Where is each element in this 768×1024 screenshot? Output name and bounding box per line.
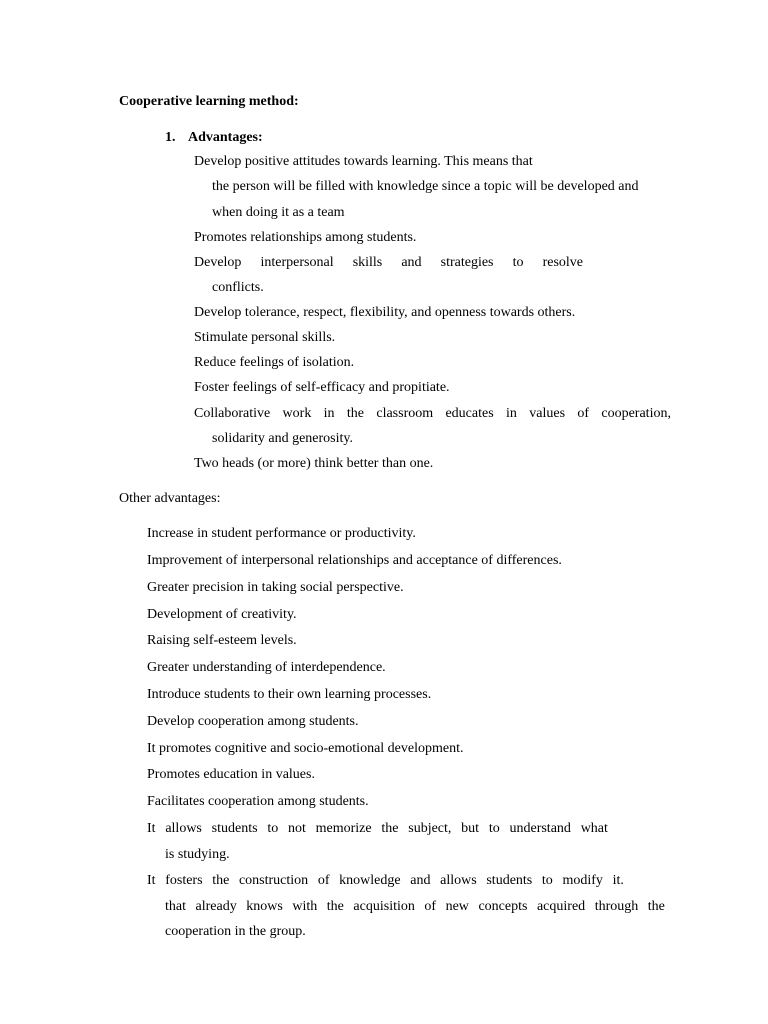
justified-word: but: [461, 821, 480, 836]
document-title: Cooperative learning method:: [119, 94, 299, 109]
section-heading: Advantages:: [188, 130, 263, 145]
justified-word: knowledge: [339, 873, 401, 888]
list-item: [143, 633, 297, 649]
justified-word: and: [410, 873, 431, 888]
justified-word: students: [486, 873, 533, 888]
list-item-text: Introduce students to their own learning processes.: [147, 687, 432, 702]
list-item: [143, 741, 463, 757]
list-item-text: Development of creativity.: [147, 607, 297, 622]
list-item-text: Greater precision in taking social perspective.: [147, 580, 404, 595]
justified-word: educates: [445, 406, 494, 421]
justified-word: construction: [238, 873, 309, 888]
list-item: [190, 355, 354, 371]
list-item: [143, 660, 386, 676]
justified-word: strategies: [440, 255, 494, 270]
justified-word: cooperation,: [601, 406, 671, 421]
justified-word: the: [212, 873, 230, 888]
justified-word: of: [424, 899, 437, 914]
list-item: [190, 230, 416, 246]
justified-word: the: [346, 406, 365, 421]
list-item-text: Reduce feelings of isolation.: [194, 355, 355, 370]
list-item-text: Greater understanding of interdependence.: [147, 660, 386, 675]
justified-word: interpersonal: [260, 255, 334, 270]
justified-word: what: [580, 821, 608, 836]
section-number: 1.: [165, 130, 176, 145]
justified-word: allows: [440, 873, 477, 888]
list-item-text: Two heads (or more) think better than one.: [194, 456, 434, 471]
justified-word: Develop: [194, 255, 242, 270]
other-advantages-heading: Other advantages:: [119, 491, 221, 506]
list-item: [143, 873, 624, 889]
justified-word: knows: [246, 899, 283, 914]
list-item-continuation: solidarity and generosity.: [212, 431, 354, 446]
justified-word: allows: [165, 821, 202, 836]
justified-word: through: [594, 899, 639, 914]
justified-word: to: [512, 255, 524, 270]
list-item: [143, 794, 369, 810]
justified-word: in: [323, 406, 335, 421]
justified-word: It: [147, 873, 156, 888]
justified-word: and: [401, 255, 422, 270]
list-item-text: Promotes relationships among students.: [194, 230, 417, 245]
justified-word: that: [165, 899, 186, 914]
list-item: [143, 821, 608, 837]
list-item-text: Stimulate personal skills.: [194, 330, 336, 345]
list-item: [190, 305, 575, 321]
list-item-continuation: cooperation in the group.: [165, 924, 306, 939]
list-item-text: It promotes cognitive and socio-emotional development.: [147, 741, 464, 756]
list-item: [143, 526, 416, 542]
list-item: [190, 330, 335, 346]
justified-word: work: [282, 406, 312, 421]
list-item: [143, 767, 315, 783]
justified-word: acquisition: [353, 899, 415, 914]
list-item: [143, 714, 359, 730]
list-item-continuation: the person will be filled with knowledge since a topic will be developed and: [212, 179, 639, 194]
list-item: [190, 380, 450, 396]
justified-word: understand: [509, 821, 571, 836]
justified-word: to: [267, 821, 279, 836]
list-item: [190, 154, 533, 170]
justified-word: modify: [562, 873, 603, 888]
justified-word: with: [292, 899, 318, 914]
justified-word: the: [326, 899, 344, 914]
justified-word: subject,: [408, 821, 452, 836]
justified-word: classroom: [376, 406, 434, 421]
justified-word: of: [317, 873, 330, 888]
justified-word: concepts: [478, 899, 528, 914]
list-item-text: Develop positive attitudes towards learning. This means that: [194, 154, 533, 169]
list-item: [190, 255, 583, 271]
justified-word: to: [488, 821, 500, 836]
justified-word: acquired: [536, 899, 586, 914]
justified-word: the: [381, 821, 399, 836]
list-item-text: Promotes education in values.: [147, 767, 315, 782]
justified-word: it.: [612, 873, 624, 888]
list-item-text: Facilitates cooperation among students.: [147, 794, 369, 809]
list-item-continuation: when doing it as a team: [212, 205, 345, 220]
list-item-continuation: is studying.: [165, 847, 230, 862]
list-item-text: Develop tolerance, respect, flexibility, and openness towards others.: [194, 305, 576, 320]
list-item: [190, 406, 671, 422]
justified-word: students: [211, 821, 258, 836]
justified-word: new: [445, 899, 469, 914]
list-item: [190, 456, 433, 472]
justified-word: Collaborative: [194, 406, 271, 421]
justified-word: in: [506, 406, 517, 421]
list-item-continuation: [165, 899, 665, 915]
list-item: [143, 687, 431, 703]
justified-word: of: [577, 406, 590, 421]
justified-word: to: [541, 873, 553, 888]
list-item-text: Foster feelings of self-efficacy and propitiate.: [194, 380, 450, 395]
list-item-continuation: conflicts.: [212, 280, 264, 295]
list-item-text: Improvement of interpersonal relationships and acceptance of differences.: [147, 553, 562, 568]
justified-word: resolve: [542, 255, 583, 270]
list-item-text: Raising self-esteem levels.: [147, 633, 297, 648]
justified-word: not: [287, 821, 306, 836]
justified-word: fosters: [165, 873, 203, 888]
list-item: [143, 607, 297, 623]
justified-word: the: [647, 899, 665, 914]
list-item-text: Develop cooperation among students.: [147, 714, 359, 729]
list-item-text: Increase in student performance or productivity.: [147, 526, 416, 541]
justified-word: values: [529, 406, 566, 421]
justified-word: already: [195, 899, 237, 914]
list-item: [143, 553, 562, 569]
justified-word: memorize: [315, 821, 372, 836]
list-item: [143, 580, 404, 596]
justified-word: skills: [352, 255, 383, 270]
justified-word: It: [147, 821, 156, 836]
